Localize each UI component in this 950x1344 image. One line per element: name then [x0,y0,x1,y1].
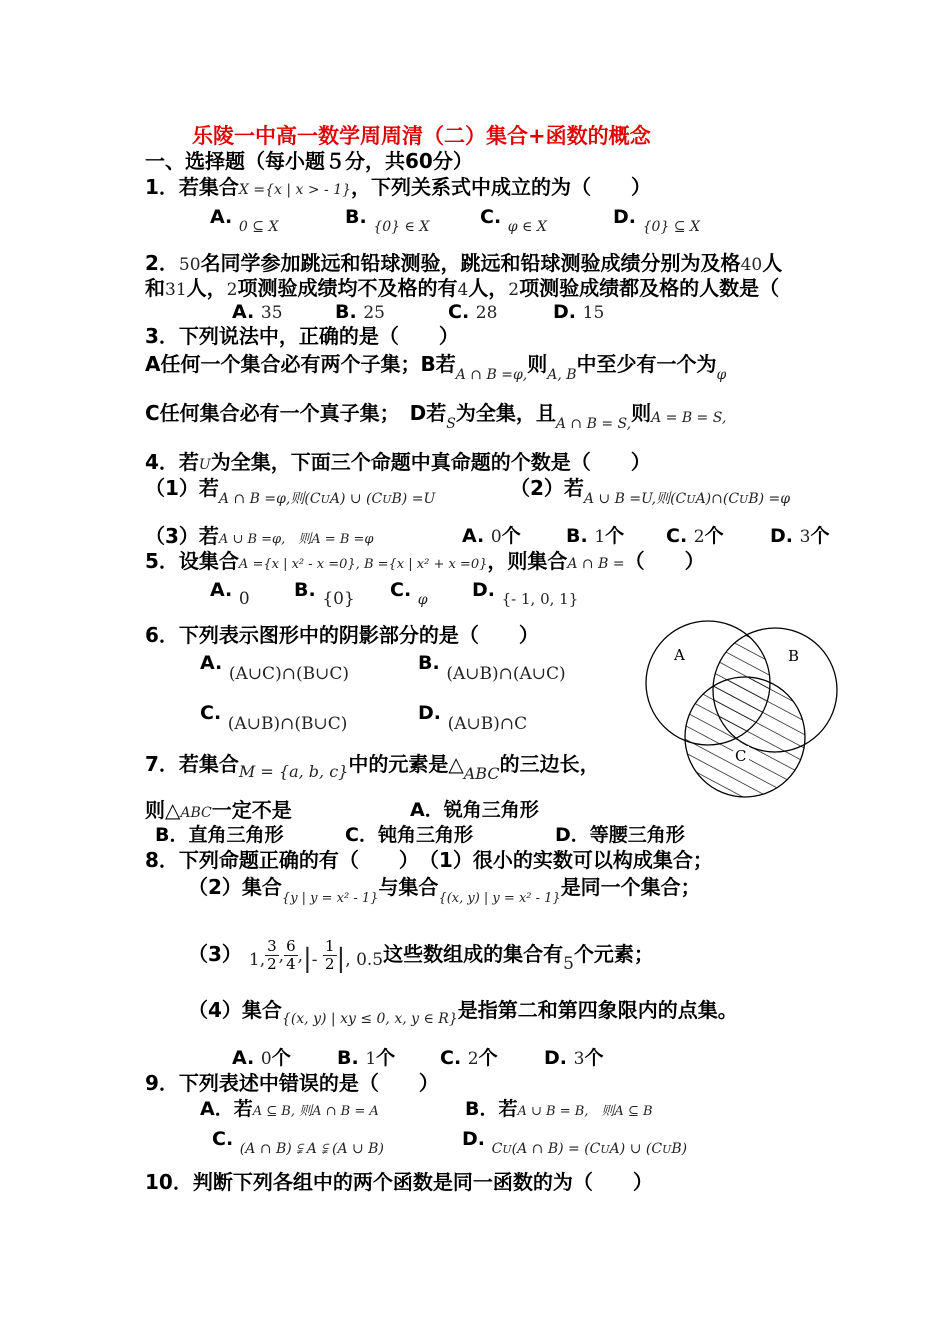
venn-label-a: A [674,646,685,664]
q4-option-a[interactable]: A. 0个 [462,525,521,547]
question-1: 1．若集合X ={x | x > - 1}，下列关系式中成立的为（ ） [145,175,652,199]
venn-diagram [630,615,860,805]
q2-option-c[interactable]: C. 28 [448,301,498,323]
q8-option-b[interactable]: B. 1个 [337,1047,396,1069]
q4-proposition-3: （3）若A ∪ B =φ, 则A = B =φ [145,524,374,548]
question-3-statements-ab: A任何一个集合必有两个子集；B若$_{A \cap B =\varphi,}$则$_{A, B}$中至少有一个为$_\varphi$ [145,352,727,383]
question-3-statements-cd: C任何集合必有一个真子集； D若$_S$为全集，且$_{A \cap B = S,}$则A = B = S, [145,401,727,432]
venn-label-c: C [735,747,747,765]
question-4: 4．若U为全集，下面三个命题中真命题的个数是（ ） [145,450,651,474]
q6-option-a[interactable]: A. (A∪C)∩(B∪C) [200,652,349,684]
q7-option-d[interactable]: D．等腰三角形 [555,824,685,846]
q1-option-b[interactable]: B. $_{\{0\} \in X}$ [345,206,430,235]
question-2-line-2: 和31人，2项测验成绩均不及格的有4人，2项测验成绩都及格的人数是（ [145,276,780,300]
q4-proposition-1: （1）若$_{A \cap B =\varphi,则(CUA) \cup (CUB) =U}$ [145,476,436,507]
q4-option-b[interactable]: B. 1个 [566,525,625,547]
q8-option-c[interactable]: C. 2个 [440,1047,498,1069]
q9-option-d[interactable]: D. $_{CU(A \cap B) = (CUA) \cup (CUB)}$ [462,1128,688,1157]
q8-option-a[interactable]: A. 0个 [232,1047,291,1069]
q4-option-d[interactable]: D. 3个 [770,525,830,547]
q1-option-c[interactable]: C. $_{\varphi \in X}$ [480,206,547,235]
q9-option-a[interactable]: A．若A ⊆ B, 则A ∩ B = A [200,1098,379,1120]
question-3: 3．下列说法中，正确的是（ ） [145,324,459,348]
q9-option-c[interactable]: C. $_{(A \cap B) ⫋ A ⫋ (A \cup B)}$ [212,1128,384,1157]
question-10: 10．判断下列各组中的两个函数是同一函数的为（ ） [145,1170,653,1194]
q2-option-b[interactable]: B. 25 [335,301,385,323]
q9-option-b[interactable]: B．若A ∪ B = B, 则A ⊆ B [465,1098,653,1120]
question-5: 5．设集合A ={x | x² - x =0}, B ={x | x² + x =0}，则集合A ∩ B =（ ） [145,549,705,573]
q7-option-a[interactable]: A．锐角三角形 [410,799,539,821]
q4-proposition-2: （2）若$_{A \cup B =U,则(CUA)\cap(CUB) =\varphi}$ [510,476,791,507]
q1-option-a[interactable]: A. $_{0 ⊆ X}$ [210,206,279,235]
question-7: 7．若集合$_{M = \{a, b, c\}}$中的元素是$\triangle_{ABC}$的三边长， [145,752,600,783]
q7-option-c[interactable]: C．钝角三角形 [345,824,473,846]
q5-option-d[interactable]: D. $_{\{- 1, 0, 1\}}$ [472,579,579,608]
question-9: 9．下列表述中错误的是（ ） [145,1071,439,1095]
q6-option-c[interactable]: C. (A∪B)∩(B∪C) [200,702,348,734]
q8-proposition-4: （4）集合$_{\{(x, y) | xy \le 0, x, y \in R\}}$是指第二和第四象限内的点集。 [188,998,738,1027]
q1-math: X ={x | x > - 1} [238,182,352,198]
page-title: 乐陵一中高一数学周周清（二）集合+函数的概念 [192,124,651,148]
q6-option-b[interactable]: B. (A∪B)∩(A∪C) [418,652,566,684]
q5-option-b[interactable]: B. {0} [294,579,355,609]
q2-option-d[interactable]: D. 15 [553,301,605,323]
q4-option-c[interactable]: C. 2个 [666,525,724,547]
q2-option-a[interactable]: A. 35 [232,301,283,323]
q6-option-d[interactable]: D. (A∪B)∩C [418,702,528,734]
question-8: 8．下列命题正确的有（ ） （1）很小的实数可以构成集合； [145,848,713,872]
q7-option-b[interactable]: B．直角三角形 [155,824,284,846]
q5-option-a[interactable]: A. 0 [210,579,250,609]
q8-proposition-3: （3） $_{1,}$ $\frac{3}{2}$ , $\frac{6}{4}$ $,|_-$ $\frac{1}{2}$ $|_{, 0.5}$这些数组成的集合有$_5$个元素； [188,937,654,974]
section-heading: 一、选择题（每小题５分，共60分） [145,149,473,173]
question-2-line-1: 2．50名同学参加跳远和铅球测验，跳远和铅球测验成绩分别为及格40人 [145,251,783,275]
venn-label-b: B [788,647,800,665]
question-7-line-2: 则△ABC一定不是 [145,798,292,822]
q1-option-d[interactable]: D. $_{\{0\} ⊆ X}$ [613,206,700,235]
q5-option-c[interactable]: C. $_\varphi$ [390,579,428,608]
question-6: 6．下列表示图形中的阴影部分的是（ ） [145,623,539,647]
q8-option-d[interactable]: D. 3个 [544,1047,604,1069]
q8-proposition-2: （2）集合$_{\{y | y = x^2 - 1\}}$与集合$_{\{(x, y) | y = x^2 - 1\}}$是同一个集合； [188,875,701,906]
